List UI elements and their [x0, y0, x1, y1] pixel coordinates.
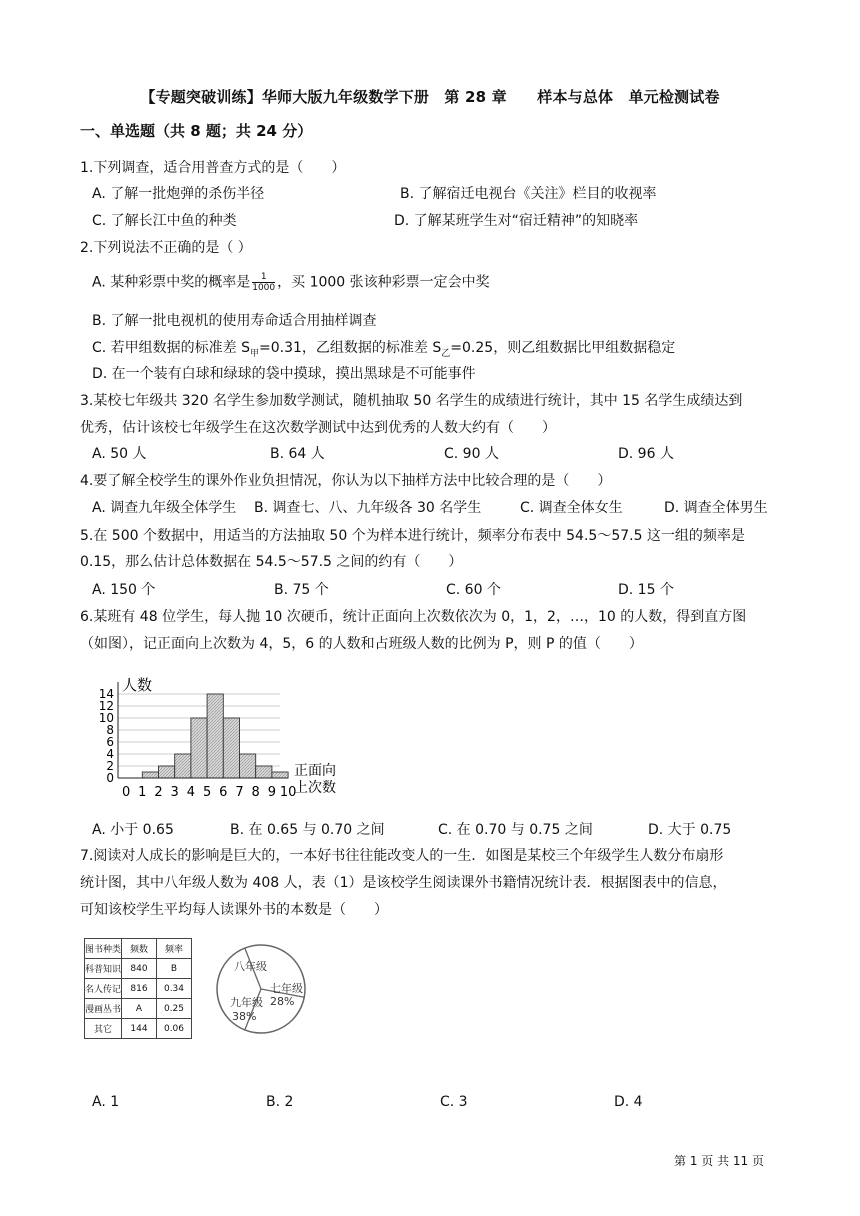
q5-option-d[interactable]: D. 15 个 — [618, 582, 674, 598]
histogram-bar — [142, 772, 158, 778]
histogram-bar — [272, 772, 288, 778]
table-cell: 0.06 — [157, 1019, 192, 1039]
q5-option-b[interactable]: B. 75 个 — [274, 582, 329, 598]
histogram-bar — [191, 718, 207, 778]
y-tick-labels — [99, 687, 114, 785]
histogram-bar — [223, 718, 239, 778]
histogram-bar — [207, 694, 223, 778]
fraction — [252, 272, 275, 293]
q2-option-c-text-1: C. 若甲组数据的标准差 S — [92, 340, 251, 356]
q2-option-d[interactable]: D. 在一个装有白球和绿球的袋中摸球，摸出黑球是不可能事件 — [92, 366, 476, 382]
q6-option-a[interactable]: A. 小于 0.65 — [92, 822, 174, 838]
q4-stem: 4.要了解全校学生的课外作业负担情况，你认为以下抽样方法中比较合理的是（ ） — [80, 473, 612, 489]
page-title: 【专题突破训练】华师大版九年级数学下册 第 28 章 样本与总体 单元检测试卷 — [140, 88, 720, 106]
table-cell: 其它 — [85, 1019, 122, 1039]
q3-stem-line2: 优秀，估计该校七年级学生在这次数学测试中达到优秀的人数大约有（ ） — [80, 420, 556, 436]
q1-option-c[interactable]: C. 了解长江中鱼的种类 — [92, 213, 237, 229]
table-cell: 0.25 — [157, 999, 192, 1019]
q7-option-c[interactable]: C. 3 — [440, 1094, 468, 1110]
grade-pie-chart — [212, 942, 312, 1038]
q2-option-c-text-2: =0.31，乙组数据的标准差 S — [259, 340, 442, 356]
q4-option-b[interactable]: B. 调查七、八、九年级各 30 名学生 — [254, 500, 482, 516]
q1-option-b[interactable]: B. 了解宿迁电视台《关注》栏目的收视率 — [400, 186, 657, 202]
bars — [142, 694, 288, 778]
y-tick-label: 6 — [106, 735, 114, 749]
fraction-numerator: 1 — [252, 272, 275, 283]
q6-option-b[interactable]: B. 在 0.65 与 0.70 之间 — [230, 822, 385, 838]
x-tick-label: 5 — [202, 785, 212, 800]
q2-option-c[interactable] — [92, 338, 675, 364]
q2-option-a-text-2: ，买 1000 张该种彩票一定会中奖 — [277, 274, 490, 291]
table-row — [85, 979, 192, 999]
y-tick-label: 4 — [106, 747, 114, 761]
y-tick-label: 10 — [98, 711, 114, 725]
x-tick-label: 0 — [121, 785, 131, 800]
table-row — [85, 959, 192, 979]
x-tick-label: 1 — [138, 785, 147, 800]
table-cell: A — [122, 999, 157, 1019]
table-cell: B — [157, 959, 192, 979]
y-tick-label: 8 — [106, 723, 114, 737]
page-footer: 第 1 页 共 11 页 — [674, 1154, 764, 1168]
q6-stem-line2: （如图），记正面向上次数为 4，5，6 的人数和占班级人数的比例为 P，则 P 的值（ ） — [80, 636, 643, 652]
q6-stem-line1: 6.某班有 48 位学生，每人抛 10 次硬币，统计正面向上次数依次为 0，1，2，…，10 的人数，得到直方图 — [80, 609, 747, 625]
histogram-bar — [175, 754, 191, 778]
q3-option-c[interactable]: C. 90 人 — [444, 446, 499, 462]
x-tick-label: 6 — [219, 785, 228, 800]
q5-stem-line1: 5.在 500 个数据中，用适当的方法抽取 50 个为样本进行统计，频率分布表中 54.5～57.5 这一组的频率是 — [80, 528, 745, 544]
table-cell: 漫画丛书 — [85, 999, 122, 1019]
q3-stem-line1: 3.某校七年级共 320 名学生参加数学测试，随机抽取 50 名学生的成绩进行统计，其中 15 名学生成绩达到 — [80, 393, 743, 409]
x-tick-label: 8 — [251, 785, 260, 800]
pie-pct-grade7: 28% — [270, 995, 295, 1008]
histogram-bar — [159, 766, 175, 778]
table-header-cell: 频数 — [122, 939, 157, 959]
q2-stem: 2.下列说法不正确的是（ ） — [80, 240, 252, 256]
q3-option-a[interactable]: A. 50 人 — [92, 446, 147, 462]
y-tick-label: 2 — [106, 759, 114, 773]
q5-option-a[interactable]: A. 150 个 — [92, 582, 156, 598]
q7-option-d[interactable]: D. 4 — [614, 1094, 643, 1110]
table-header-row — [85, 939, 192, 959]
q3-option-b[interactable]: B. 64 人 — [270, 446, 325, 462]
pie-label-grade9: 九年级 — [230, 996, 263, 1009]
q2-option-a-text: A. 某种彩票中奖的概率是 — [92, 274, 251, 291]
y-axis-label: 人数 — [122, 676, 153, 694]
q1-option-a[interactable]: A. 了解一批炮弹的杀伤半径 — [92, 186, 265, 202]
q7-stem-line1: 7.阅读对人成长的影响是巨大的，一本好书往往能改变人的一生．如图是某校三个年级学生人数分布扇形 — [80, 848, 724, 864]
q7-stem-line3: 可知该校学生平均每人读课外书的本数是（ ） — [80, 902, 388, 918]
q7-option-b[interactable]: B. 2 — [266, 1094, 294, 1110]
q6-option-d[interactable]: D. 大于 0.75 — [648, 822, 732, 838]
table-header-cell: 频率 — [157, 939, 192, 959]
table-cell: 816 — [122, 979, 157, 999]
x-tick-label: 10 — [279, 785, 297, 800]
pie-label-grade8: 八年级 — [234, 960, 267, 973]
x-tick-label: 7 — [235, 785, 244, 800]
book-statistics-table — [84, 938, 192, 1039]
table-row — [85, 999, 192, 1019]
q2-option-b[interactable]: B. 了解一批电视机的使用寿命适合用抽样调查 — [92, 313, 377, 329]
subscript-jia: 甲 — [250, 348, 260, 359]
y-tick-label: 12 — [98, 699, 114, 713]
q7-option-a[interactable]: A. 1 — [92, 1094, 120, 1110]
table-cell: 科普知识 — [85, 959, 122, 979]
q4-option-c[interactable]: C. 调查全体女生 — [520, 500, 623, 516]
x-tick-label: 4 — [186, 785, 196, 800]
histogram-chart — [88, 674, 358, 806]
q6-option-c[interactable]: C. 在 0.70 与 0.75 之间 — [438, 822, 593, 838]
table-cell: 840 — [122, 959, 157, 979]
q2-option-a[interactable] — [92, 272, 490, 293]
y-tick-label: 0 — [106, 771, 114, 785]
fraction-denominator: 1000 — [252, 283, 276, 293]
y-tick-label: 14 — [98, 687, 114, 701]
histogram-bar — [240, 754, 256, 778]
x-tick-label: 9 — [267, 785, 277, 800]
section-heading: 一、单选题（共 8 题；共 24 分） — [80, 122, 313, 140]
x-axis-label-line2: 上次数 — [294, 780, 336, 796]
pie-label-grade7: 七年级 — [270, 982, 303, 995]
q2-option-c-text-3: =0.25，则乙组数据比甲组数据稳定 — [450, 340, 676, 356]
x-tick-label: 3 — [170, 785, 179, 800]
q4-option-a[interactable]: A. 调查九年级全体学生 — [92, 500, 237, 516]
q5-option-c[interactable]: C. 60 个 — [446, 582, 501, 598]
q1-stem: 1.下列调查，适合用普查方式的是（ ） — [80, 160, 346, 176]
x-tick-labels — [122, 785, 296, 800]
pie-pct-grade9: 38% — [232, 1010, 257, 1023]
table-cell: 0.34 — [157, 979, 192, 999]
q1-option-d[interactable]: D. 了解某班学生对“宿迁精神”的知晓率 — [394, 213, 639, 229]
q7-stem-line2: 统计图，其中八年级人数为 408 人，表（1）是该校学生阅读课外书籍情况统计表．根据图表中的信息， — [80, 875, 727, 891]
q3-option-d[interactable]: D. 96 人 — [618, 446, 674, 462]
q5-stem-line2: 0.15，那么估计总体数据在 54.5～57.5 之间的约有（ ） — [80, 554, 463, 570]
q4-option-d[interactable]: D. 调查全体男生 — [664, 500, 768, 516]
histogram-bar — [256, 766, 272, 778]
x-tick-label: 2 — [154, 785, 163, 800]
table-header-cell: 图书种类 — [85, 939, 122, 959]
table-cell: 名人传记 — [85, 979, 122, 999]
table-cell: 144 — [122, 1019, 157, 1039]
x-axis-label-line1: 正面向 — [294, 763, 336, 779]
subscript-yi: 乙 — [441, 348, 451, 359]
table-row — [85, 1019, 192, 1039]
